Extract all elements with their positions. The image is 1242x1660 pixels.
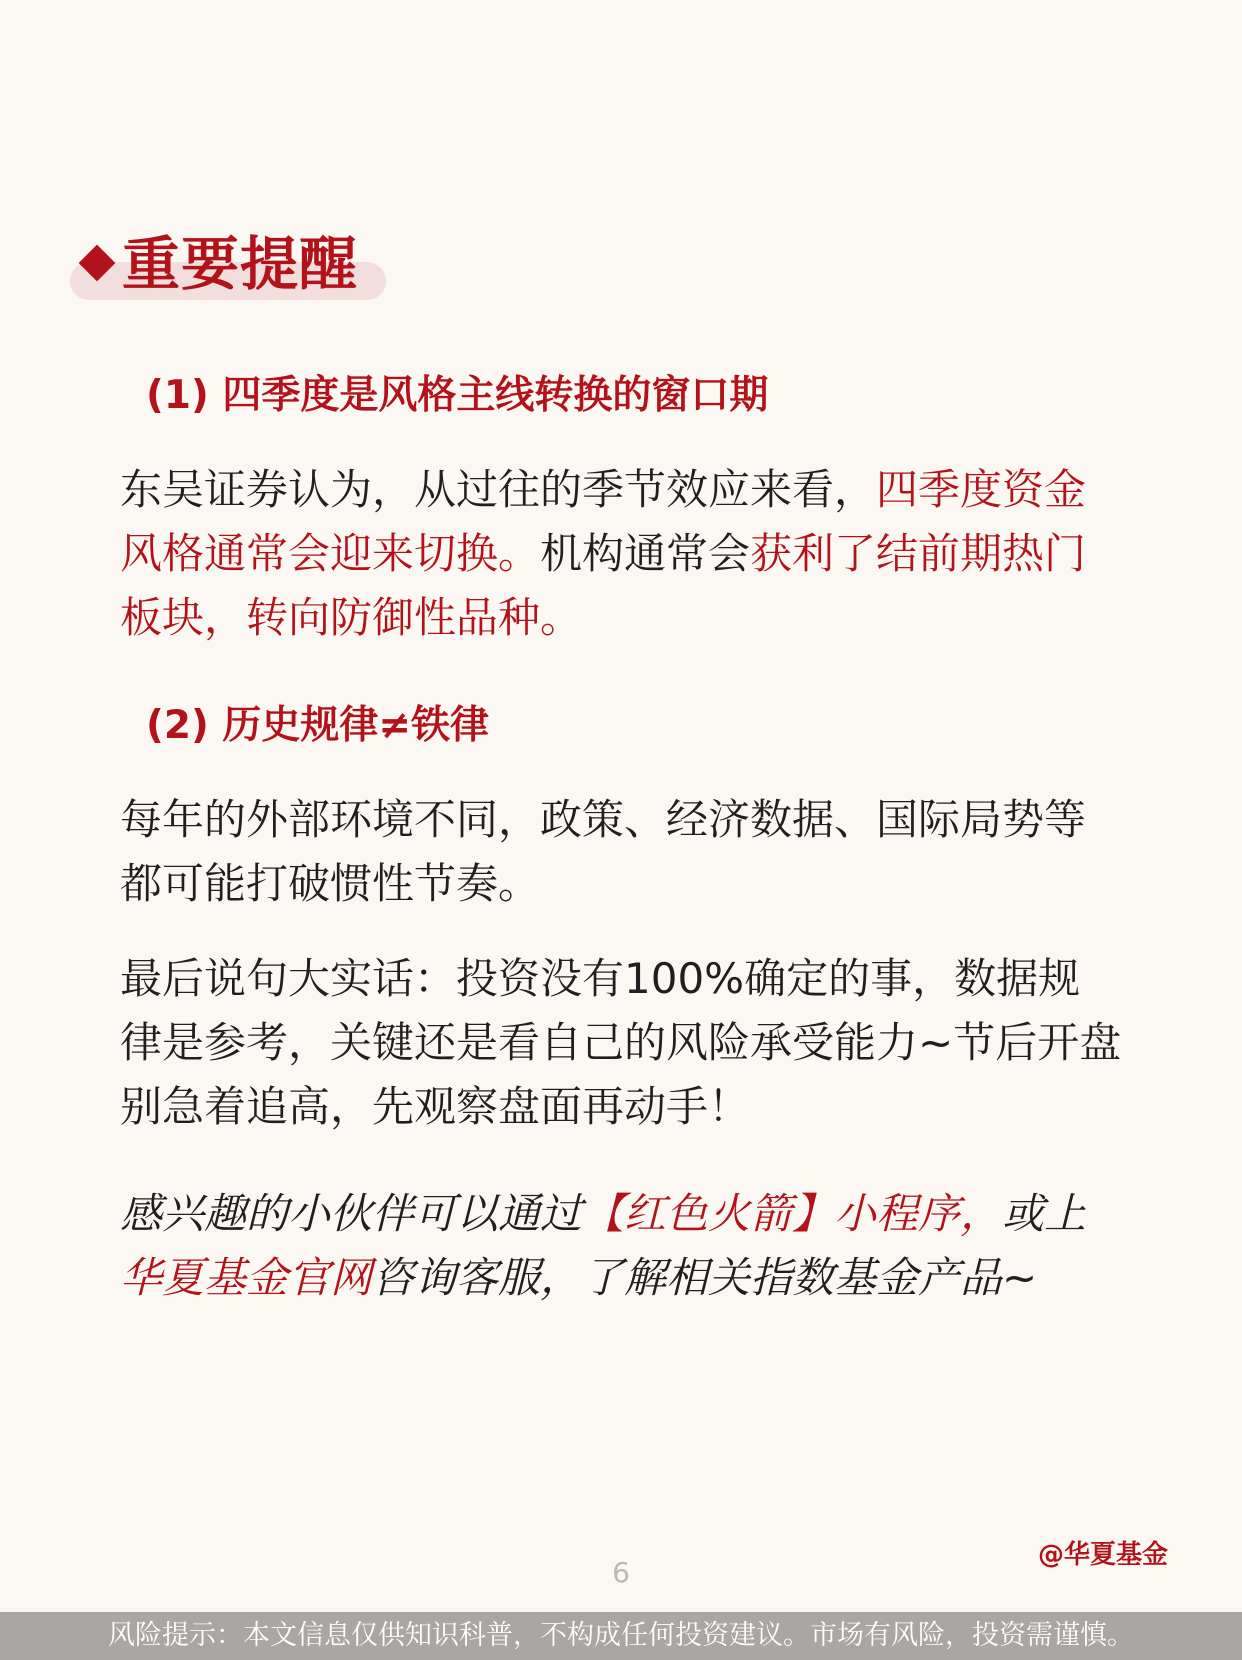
paragraph-1-highlight-1: 四季度资金风格通常会迎来切换。 [120, 465, 1087, 578]
call-to-action [120, 1182, 1122, 1310]
section-title [70, 228, 386, 308]
subheading-1: (1) 四季度是风格主线转换的窗口期 [146, 373, 769, 418]
paragraph-2: 每年的外部环境不同，政策、经济数据、国际局势等都可能打破惯性节奏。 [120, 795, 1087, 908]
title-text: 重要提醒 [122, 230, 359, 298]
paragraph-1-part-1: 东吴证券认为，从过往的季节效应来看， [120, 465, 877, 514]
page-number: 6 [612, 1556, 630, 1589]
paragraph-closing: 最后说句大实话：投资没有100%确定的事，数据规律是参考，关键还是看自己的风险承受能力~节后开盘别急着追高，先观察盘面再动手！ [120, 954, 1122, 1131]
cta-part-1: 感兴趣的小伙伴可以通过 [120, 1189, 583, 1238]
paragraph-1 [120, 458, 1122, 650]
cta-part-3: 咨询客服，了解相关指数基金产品~ [372, 1253, 1038, 1302]
paragraph-1-highlight-2: 获利了结前期热门板块，转向防御性品种。 [120, 529, 1087, 642]
risk-disclaimer-footer: 风险提示：本文信息仅供知识科普，不构成任何投资建议。市场有风险，投资需谨慎。 [0, 1612, 1242, 1660]
cta-part-2: 或上 [1002, 1189, 1087, 1238]
official-site-link[interactable]: 华夏基金官网 [120, 1253, 373, 1302]
subheading-2: (2) 历史规律≠铁律 [146, 703, 490, 748]
mini-program-link[interactable]: 【红色火箭】小程序， [582, 1189, 1003, 1238]
account-handle: @华夏基金 [1037, 1540, 1168, 1570]
paragraph-1-part-2: 机构通常会 [540, 529, 751, 578]
